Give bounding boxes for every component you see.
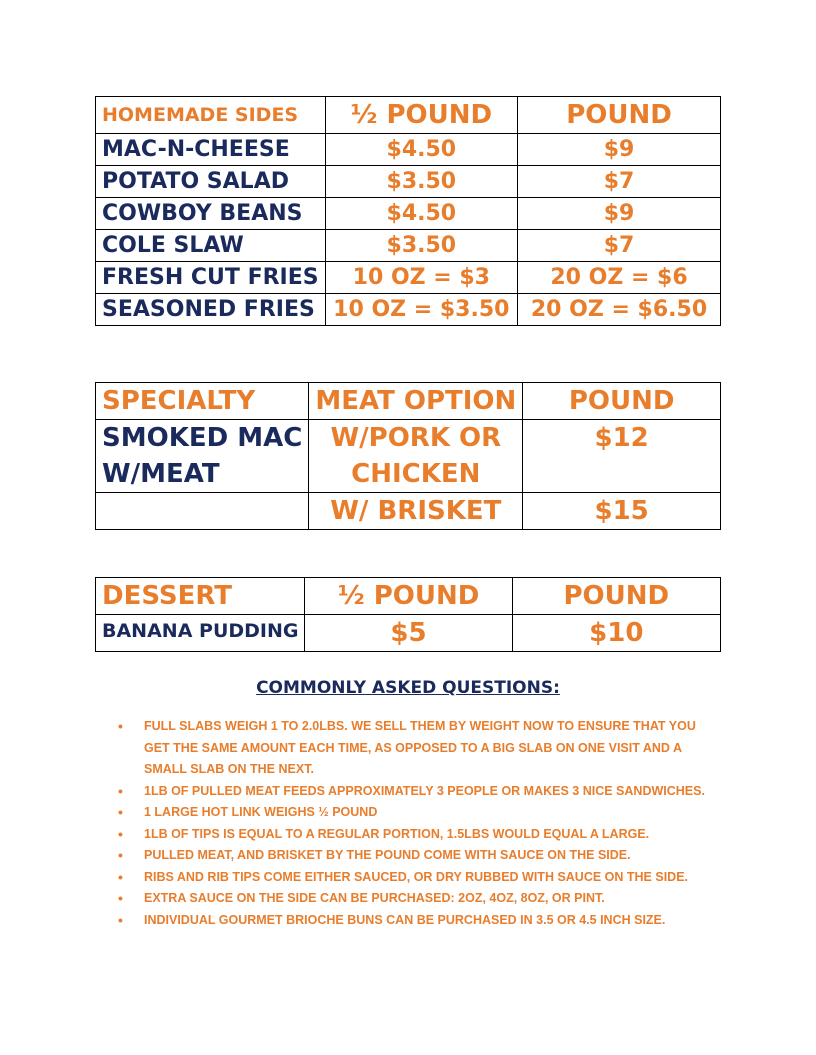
table-row (96, 166, 721, 198)
faq-item-text: PULLED MEAT, AND BRISKET BY THE POUND COME WITH SAUCE ON THE SIDE. (144, 848, 631, 862)
specialty-header-meat-option: MEAT OPTION (309, 383, 523, 420)
faq-item-text: 1 LARGE HOT LINK WEIGHS ½ POUND (144, 805, 378, 819)
side-full-price: $9 (518, 198, 721, 230)
specialty-price: $12 (523, 420, 721, 493)
bullet-icon: • (118, 890, 123, 906)
sides-header-pound: POUND (518, 97, 721, 134)
bullet-icon: • (118, 847, 123, 863)
list-item (118, 910, 718, 932)
side-full-price: 20 OZ = $6.50 (518, 294, 721, 326)
faq-item-text: FULL SLABS WEIGH 1 TO 2.0LBS. WE SELL THEM BY WEIGHT NOW TO ENSURE THAT YOU GET THE SAME AMOUNT EACH TIME, AS OPPOSED TO A BIG SLAB ON ONE VISIT AND A SMALL SLAB ON THE NEXT. (144, 719, 696, 776)
faq-item-text: RIBS AND RIB TIPS COME EITHER SAUCED, OR DRY RUBBED WITH SAUCE ON THE SIDE. (144, 869, 689, 884)
table-row (96, 493, 721, 530)
faq-item-text: 1LB OF TIPS IS EQUAL TO A REGULAR PORTION, 1.5LBS WOULD EQUAL A LARGE. (144, 826, 650, 841)
list-item (118, 802, 718, 824)
side-name: SEASONED FRIES (96, 294, 326, 326)
specialty-meat-option (309, 420, 523, 493)
side-half-price: 10 OZ = $3.50 (325, 294, 517, 326)
faq-item-text: EXTRA SAUCE ON THE SIDE CAN BE PURCHASED: 2OZ, 4OZ, 8OZ, OR PINT. (144, 891, 605, 905)
side-name: MAC-N-CHEESE (96, 134, 326, 166)
dessert-header-item: DESSERT (96, 578, 305, 615)
table-row (96, 615, 721, 652)
side-name: COWBOY BEANS (96, 198, 326, 230)
side-full-price: 20 OZ = $6 (518, 262, 721, 294)
table-header-row (96, 578, 721, 615)
sides-header-half-pound: ½ POUND (325, 97, 517, 134)
table-row (96, 420, 721, 493)
bullet-icon: • (118, 911, 123, 928)
bullet-icon: • (118, 825, 123, 842)
dessert-name: BANANA PUDDING (96, 615, 305, 652)
bullet-icon: • (118, 782, 123, 799)
side-name: COLE SLAW (96, 230, 326, 262)
faq-item-text: 1LB OF PULLED MEAT FEEDS APPROXIMATELY 3 PEOPLE OR MAKES 3 NICE SANDWICHES. (144, 783, 705, 798)
side-half-price: 10 OZ = $3 (325, 262, 517, 294)
list-item (118, 867, 718, 889)
homemade-sides-table (95, 96, 721, 326)
list-item (118, 716, 718, 781)
specialty-price: $15 (523, 493, 721, 530)
table-row (96, 134, 721, 166)
side-half-price: $4.50 (325, 134, 517, 166)
dessert-header-half-pound: ½ POUND (305, 578, 512, 615)
side-name: POTATO SALAD (96, 166, 326, 198)
bullet-icon: • (118, 868, 123, 885)
side-half-price: $3.50 (325, 230, 517, 262)
specialty-name (96, 493, 309, 530)
side-name: FRESH CUT FRIES (96, 262, 326, 294)
specialty-table (95, 382, 721, 530)
sides-header-item: HOMEMADE SIDES (96, 97, 326, 134)
table-header-row (96, 97, 721, 134)
list-item (118, 888, 718, 910)
list-item (118, 845, 718, 867)
faq-list (118, 716, 718, 931)
side-full-price: $7 (518, 166, 721, 198)
bullet-icon: • (118, 718, 123, 734)
meat-option-line2: CHICKEN (351, 459, 481, 489)
specialty-name-line1: SMOKED MAC (102, 423, 303, 453)
bullet-icon: • (118, 804, 123, 820)
dessert-table (95, 577, 721, 652)
side-half-price: $3.50 (325, 166, 517, 198)
table-header-row (96, 383, 721, 420)
table-row (96, 198, 721, 230)
side-full-price: $7 (518, 230, 721, 262)
table-row (96, 230, 721, 262)
dessert-full-price: $10 (512, 615, 720, 652)
side-full-price: $9 (518, 134, 721, 166)
faq-title: COMMONLY ASKED QUESTIONS: (256, 678, 560, 698)
table-row (96, 294, 721, 326)
list-item (118, 824, 718, 846)
specialty-header-pound: POUND (523, 383, 721, 420)
specialty-name-line2: W/MEAT (102, 459, 220, 489)
specialty-header-item: SPECIALTY (96, 383, 309, 420)
list-item (118, 781, 718, 803)
side-half-price: $4.50 (325, 198, 517, 230)
specialty-meat-option: W/ BRISKET (309, 493, 523, 530)
table-row (96, 262, 721, 294)
meat-option-line1: W/PORK OR (330, 423, 502, 453)
faq-item-text: INDIVIDUAL GOURMET BRIOCHE BUNS CAN BE PURCHASED IN 3.5 OR 4.5 INCH SIZE. (144, 912, 666, 927)
dessert-half-price: $5 (305, 615, 512, 652)
specialty-name (96, 420, 309, 493)
dessert-header-pound: POUND (512, 578, 720, 615)
